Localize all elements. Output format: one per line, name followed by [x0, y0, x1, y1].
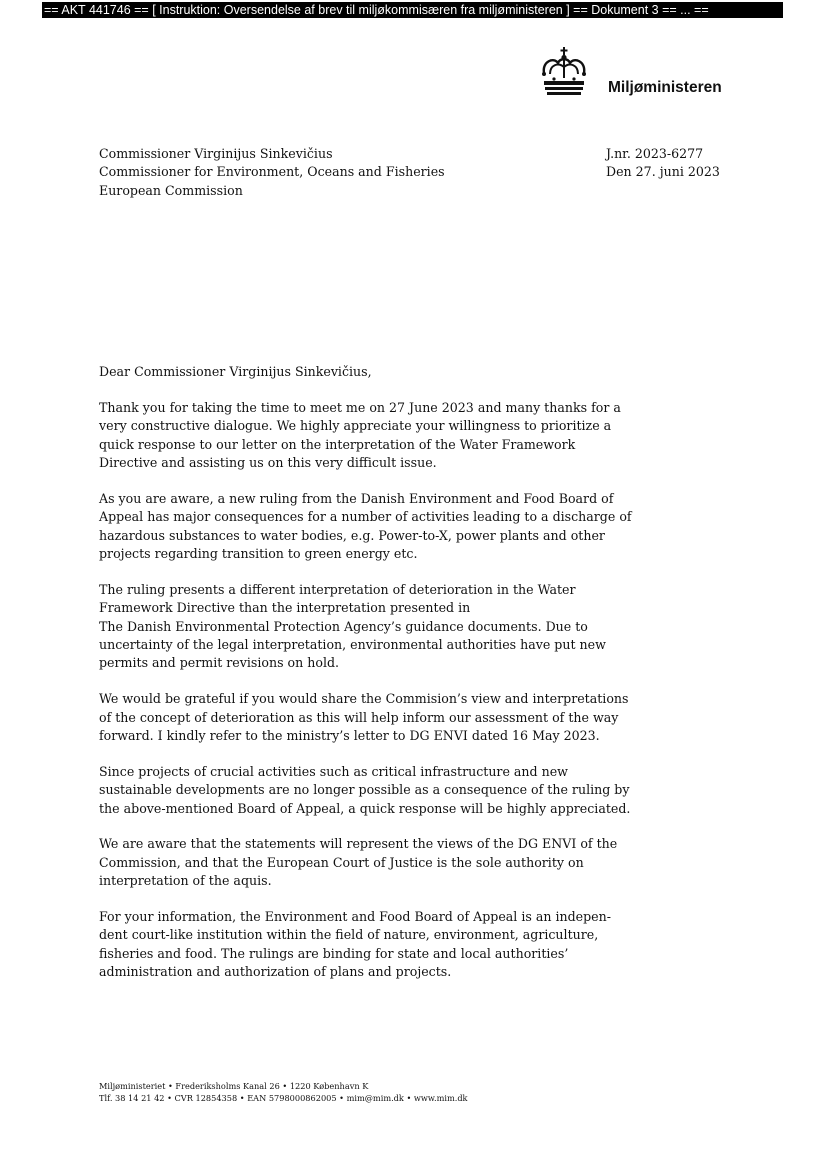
recipient-title: Commissioner for Environment, Oceans and Fisheries — [99, 164, 445, 180]
paragraph-line: Commission, and that the European Court of Justice is the sole authority on — [99, 854, 584, 870]
paragraph-line: Directive and assisting us on this very difficult issue. — [99, 455, 437, 471]
letter-date: Den 27. juni 2023 — [606, 164, 720, 180]
paragraph-line: Since projects of crucial activities such as critical infrastructure and new — [99, 763, 568, 779]
paragraph-line: The Danish Environmental Protection Agency’s guidance documents. Due to — [99, 618, 588, 634]
paragraph — [99, 690, 629, 745]
paragraph — [99, 399, 619, 473]
paragraph-line: quick response to our letter on the interpretation of the Water Framework — [99, 436, 576, 452]
paragraph — [99, 835, 619, 890]
paragraph-line: interpretation of the aquis. — [99, 873, 272, 889]
letter-body — [99, 399, 632, 999]
paragraph-line: permits and permit revisions on hold. — [99, 655, 340, 671]
paragraph — [99, 908, 619, 982]
paragraph-line: the above-mentioned Board of Appeal, a quick response will be highly appreciated. — [99, 800, 631, 816]
paragraph-line: The ruling presents a different interpretation of deterioration in the Water — [99, 581, 576, 597]
ministry-logo — [536, 46, 736, 102]
letter-footer — [99, 1081, 468, 1104]
paragraph-line: Appeal has major consequences for a number of activities leading to a discharge of — [99, 509, 632, 525]
salutation: Dear Commissioner Virginijus Sinkevičius, — [99, 364, 372, 379]
paragraph-line: hazardous substances to water bodies, e.g. Power-to-X, power plants and other — [99, 527, 605, 543]
footer-contact: Tlf. 38 14 21 42 • CVR 12854358 • EAN 5798000862005 • mim@mim.dk • www.mim.dk — [99, 1092, 468, 1103]
paragraph — [99, 581, 619, 673]
footer-address: Miljøministeriet • Frederiksholms Kanal 26 • 1220 København K — [99, 1081, 369, 1091]
paragraph-line: For your information, the Environment and Food Board of Appeal is an indepen- — [99, 908, 611, 924]
recipient-name: Commissioner Virginijus Sinkevičius — [99, 146, 333, 161]
journal-number: J.nr. 2023-6277 — [606, 146, 704, 161]
recipient-organization: European Commission — [99, 182, 243, 198]
paragraph-line: We are aware that the statements will represent the views of the DG ENVI of the — [99, 836, 618, 852]
paragraph-line: projects regarding transition to green energy etc. — [99, 546, 418, 562]
paragraph-line: fisheries and food. The rulings are binding for state and local authorities’ — [99, 945, 569, 961]
recipient-address — [99, 145, 445, 200]
paragraph — [99, 763, 631, 818]
paragraph-line: very constructive dialogue. We highly appreciate your willingness to prioritize a — [99, 418, 612, 434]
paragraph-line: Thank you for taking the time to meet me on 27 June 2023 and many thanks for a — [99, 400, 621, 415]
paragraph-line: Framework Directive than the interpretation presented in — [99, 600, 471, 616]
paragraph-line: forward. I kindly refer to the ministry’s letter to DG ENVI dated 16 May 2023. — [99, 727, 600, 743]
paragraph — [99, 490, 632, 564]
banner-text: == AKT 441746 == [ Instruktion: Oversendelse af brev til miljøkommisæren fra miljøministeren ] == Dokument 3 == ... == — [44, 3, 709, 17]
paragraph-line: As you are aware, a new ruling from the Danish Environment and Food Board of — [99, 490, 614, 506]
paragraph-line: of the concept of deterioration as this will help inform our assessment of the way — [99, 709, 619, 725]
letter-meta — [606, 145, 720, 182]
crown-icon — [536, 46, 592, 98]
document-banner — [42, 2, 783, 18]
paragraph-line: sustainable developments are no longer possible as a consequence of the ruling by — [99, 782, 630, 798]
paragraph-line: administration and authorization of plans and projects. — [99, 963, 452, 979]
paragraph-line: uncertainty of the legal interpretation, environmental authorities have put new — [99, 637, 606, 653]
logo-text: Miljøministeren — [608, 79, 722, 96]
paragraph-line: We would be grateful if you would share the Commision’s view and interpretations — [99, 691, 629, 707]
paragraph-line: dent court-like institution within the field of nature, environment, agriculture, — [99, 927, 599, 943]
